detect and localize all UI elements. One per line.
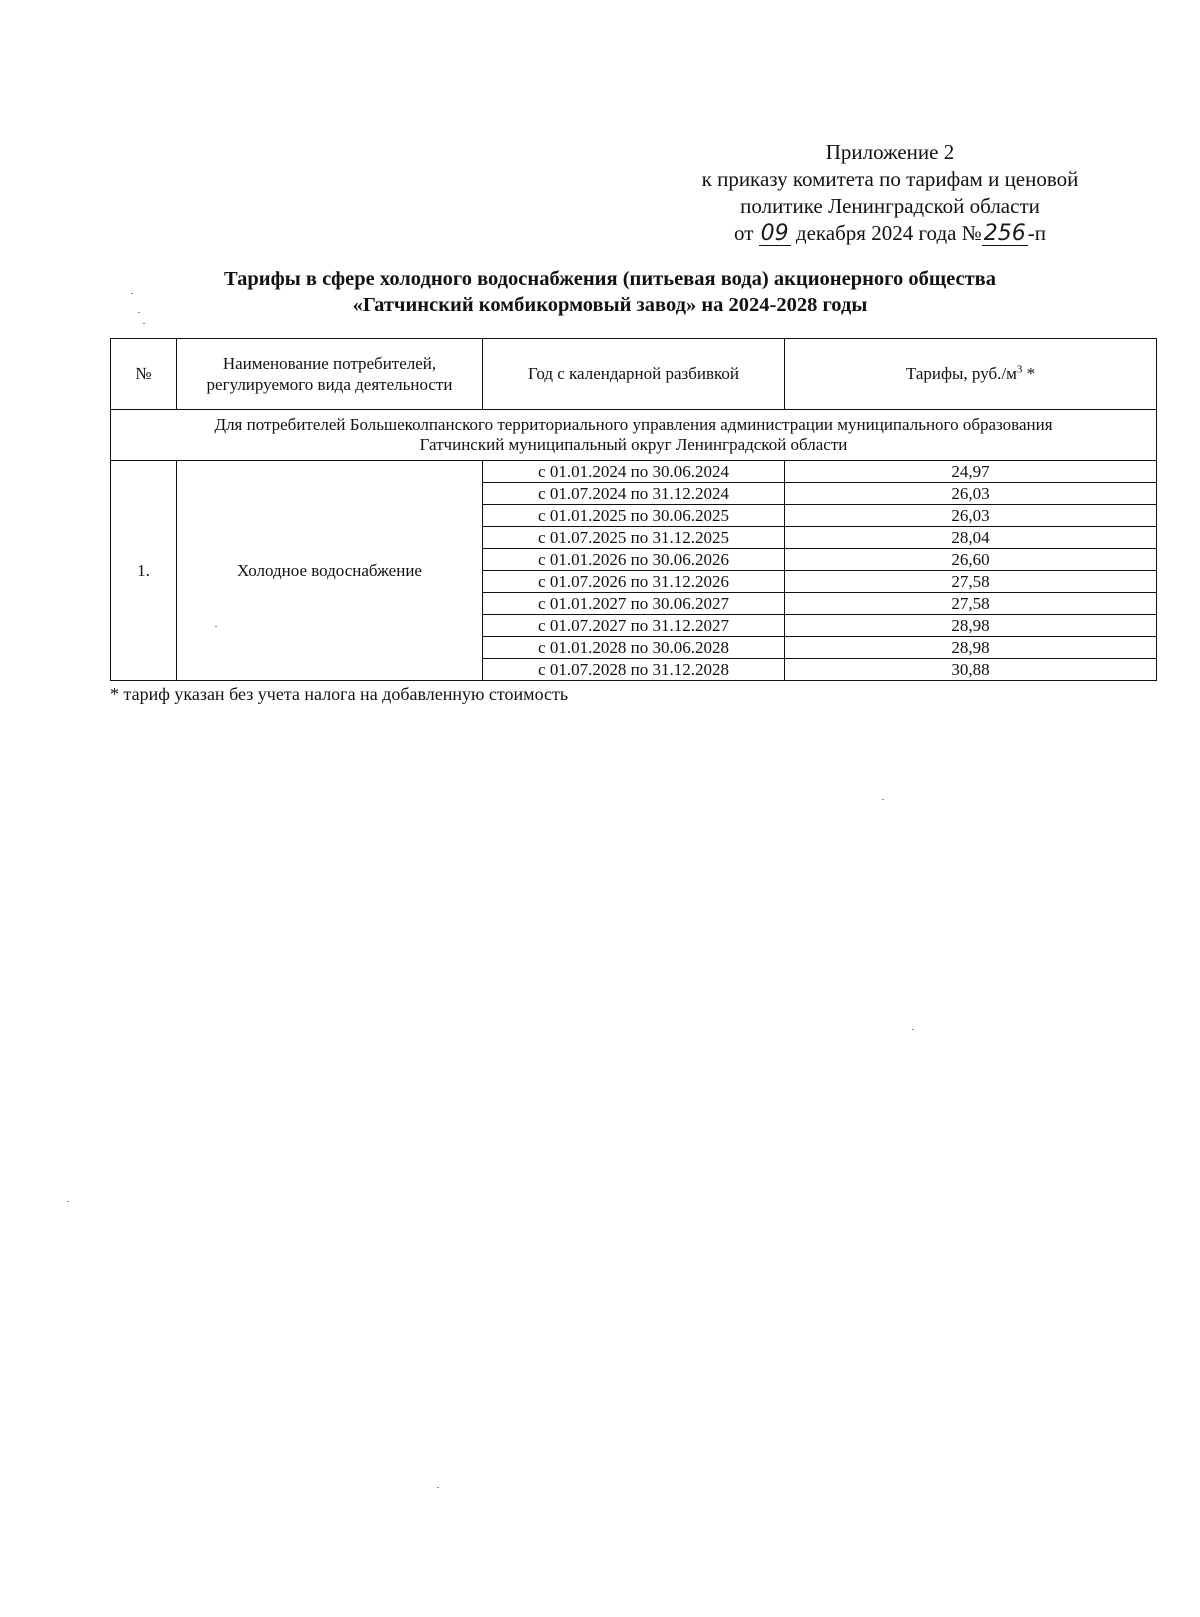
group-row — [111, 410, 1157, 461]
period-cell: с 01.07.2027 по 31.12.2027 — [483, 615, 785, 637]
footnote: * тариф указан без учета налога на добавленную стоимость — [110, 684, 569, 704]
tariff-cell: 27,58 — [785, 571, 1157, 593]
period-cell: с 01.07.2028 по 31.12.2028 — [483, 659, 785, 681]
tariff-cell: 27,58 — [785, 593, 1157, 615]
tariff-cell: 28,98 — [785, 637, 1157, 659]
service-name: Холодное водоснабжение — [177, 461, 483, 681]
tariff-cell: 26,03 — [785, 505, 1157, 527]
period-cell: с 01.01.2025 по 30.06.2025 — [483, 505, 785, 527]
header-tariff — [785, 339, 1157, 410]
group-label-line-1: Для потребителей Большеколпанского территориального управления администрации муниципального образования — [214, 415, 1053, 434]
header-name-line-2: регулируемого вида деятельности — [206, 375, 453, 394]
period-cell: с 01.07.2024 по 31.12.2024 — [483, 483, 785, 505]
tariff-table — [110, 338, 1157, 681]
handwritten-day: 09 — [760, 221, 789, 246]
tariff-cell: 26,60 — [785, 549, 1157, 571]
title-line-1: Тарифы в сфере холодного водоснабжения (питьевая вода) акционерного общества — [223, 268, 996, 290]
tariff-cell: 26,03 — [785, 483, 1157, 505]
scan-speck — [67, 1201, 69, 1202]
appendix-order-ref: к приказу комитета по тарифам и ценовой — [701, 167, 1079, 191]
period-cell: с 01.07.2026 по 31.12.2026 — [483, 571, 785, 593]
table-row — [111, 461, 1157, 483]
date-prefix: от — [734, 221, 754, 245]
title-line-2: «Гатчинский комбикормовый завод» на 2024-2028 годы — [352, 294, 868, 316]
row-number: 1. — [111, 461, 177, 681]
tariff-cell: 28,04 — [785, 527, 1157, 549]
period-cell: с 01.01.2028 по 30.06.2028 — [483, 637, 785, 659]
header-tariff-label: Тарифы, руб./м — [905, 364, 1017, 383]
group-label-line-2: Гатчинский муниципальный округ Ленинградской области — [419, 435, 848, 454]
appendix-title: Приложение 2 — [825, 140, 955, 164]
header-period: Год с календарной разбивкой — [483, 339, 785, 410]
appendix-committee: политике Ленинградской области — [740, 194, 1040, 218]
scan-speck — [437, 1487, 439, 1488]
number-suffix: -п — [1027, 221, 1046, 245]
period-cell: с 01.01.2024 по 30.06.2024 — [483, 461, 785, 483]
group-label — [111, 410, 1157, 461]
header-num: № — [111, 339, 177, 410]
scan-speck — [215, 626, 217, 627]
appendix-date-line — [640, 220, 1140, 247]
header-tariff-superscript: 3 — [1016, 363, 1023, 376]
appendix-header — [640, 139, 1140, 247]
scan-speck — [138, 312, 140, 313]
table-header-row — [111, 339, 1157, 410]
tariff-cell: 28,98 — [785, 615, 1157, 637]
date-middle: декабря 2024 года № — [795, 221, 982, 245]
document-title — [110, 266, 1110, 318]
header-tariff-asterisk: * — [1022, 364, 1036, 383]
period-cell: с 01.01.2027 по 30.06.2027 — [483, 593, 785, 615]
handwritten-number: 256 — [983, 221, 1026, 246]
period-cell: с 01.07.2025 по 31.12.2025 — [483, 527, 785, 549]
scan-speck — [912, 1029, 914, 1030]
tariff-cell: 24,97 — [785, 461, 1157, 483]
period-cell: с 01.01.2026 по 30.06.2026 — [483, 549, 785, 571]
header-consumer-name — [177, 339, 483, 410]
tariff-cell: 30,88 — [785, 659, 1157, 681]
header-name-line-1: Наименование потребителей, — [222, 354, 437, 373]
scan-speck — [143, 323, 145, 324]
scan-speck — [882, 799, 884, 800]
scan-speck — [131, 293, 133, 294]
